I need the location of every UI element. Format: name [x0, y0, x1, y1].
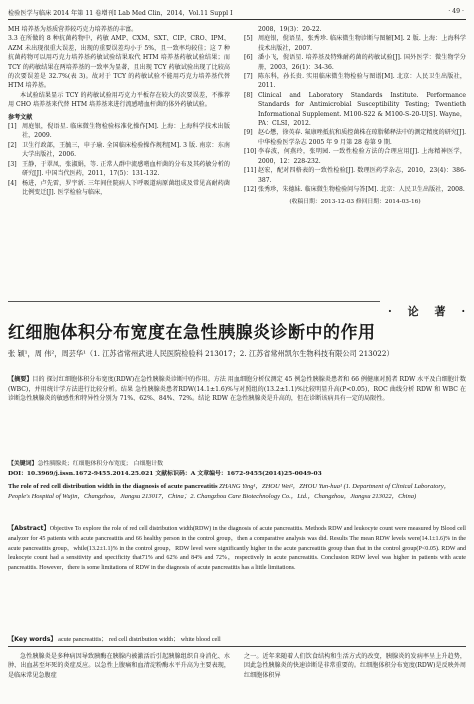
reference-text: 杨进，卢先雷，罗宇新. 三年间住院病人下呼吸道病原菌组成及常见高耐药菌比例变迁[J]. 医学检验与临床， [22, 179, 230, 196]
reference-text: 周庭银，倪语星. 临床微生物检验标准化操作[M]. 上海：上海科学技术出版社，2009. [22, 123, 230, 140]
english-title: The role of red cell distribution width in the diagnosis of acute pancreatitis [8, 483, 218, 490]
references-heading: 参考文献 [8, 113, 33, 121]
keywords-cn [8, 460, 466, 469]
abstract-label: 【摘要】 [8, 376, 33, 383]
reference-number: [10] [244, 148, 257, 156]
reference-item [244, 25, 466, 34]
reference-text: 卫生行政部，王毓三，申子瑜. 全国临床检验操作规程[M]. 3 版. 南京：东南大学出版社，2006. [22, 141, 230, 159]
text-paragraph: 3.3 在所做的 8 种抗菌药物中，药敏 AMP、CXM、SXT、CIP、CRO、IPM、AZM 未出现很重大误差，出现的重要误差均小于 5%，且一致率均较佳；这 7 种抗菌药物可以用巧克力培养基药敏试验结果取代 HTM 培养基药敏试验结果；而 TCY 的药敏结果在两培养基的一致率为显著，且出现 TCY 药敏试验出现了比较高的次要误差是 32.7%(表 3)。故对于 TCY 的药敏试验不能用巧克力培养基代替 HTM 培养基。 [8, 35, 230, 90]
reference-number: [1] [8, 123, 17, 131]
reference-item [244, 185, 466, 194]
running-header-left: 检验医学与临床 2014 年第 11 卷增刊Ⅰ Lab Med Clin，2014，Vol.11 Suppl Ⅰ [8, 10, 233, 17]
reference-number: [3] [8, 160, 17, 168]
abstract-cn [8, 375, 466, 404]
right-column [244, 25, 466, 208]
english-title-block [8, 482, 466, 501]
section-label: · 论 著 · [388, 305, 472, 318]
reference-item [244, 72, 466, 91]
reference-text: 张秀珍，朱德妹. 临床微生物检验问与答[M]. 北京：人民卫生出版社，2008. [258, 185, 465, 193]
reference-number [244, 25, 258, 34]
reference-item [244, 128, 466, 147]
reference-text: 赵心懋，徐英春. 氟康唑抵抗和质控菌株在琼脂稀释法中的测定精度的研究[J]. 中华检验医学杂志 2005 年 9 月第 28 卷第 9 期. [258, 129, 467, 146]
body-paragraph: 急性胰腺炎是多种病因导致胰酶在胰腺内被激活后引起胰腺组织自身消化、水肿、出血甚至坏死的炎症反应。以急性上腹痛和血清淀粉酶水平升高为主要表现，是临床常见急腹症 [8, 653, 230, 679]
reference-item [8, 122, 230, 141]
left-column [8, 25, 230, 197]
reference-text: 陈东科，孙长贵. 实用临床微生物检验与图谱[M]. 北京：人民卫生出版社，2011. [258, 73, 466, 90]
reference-number: [11] [244, 167, 257, 175]
body-paragraph: 之一。近年来随着人们饮食结构和生活方式的改变，胰腺炎的发病率呈上升趋势，因此急性胰腺炎的快速诊断是非常重要的。红细胞体积分布宽度(RDW)是反映外周红细胞体积异 [244, 653, 466, 679]
reference-number: [5] [244, 35, 253, 43]
reference-item [244, 34, 466, 53]
reference-item [8, 160, 230, 179]
body-left-column [8, 652, 230, 680]
body-right-column [244, 652, 466, 680]
abstract-rule [8, 646, 466, 647]
reference-number: [4] [8, 179, 17, 187]
reference-item [244, 91, 466, 129]
text-line: MH 培养基为基质营养较巧克力培养基的丰富。 [8, 26, 138, 33]
reference-text: 王静，于翠凤，张淑娟，等. 正常人群中流感嗜血杆菌的分布及其药敏分析的研究[J]. 中国当代医药，2011，17(5)：131-132. [22, 160, 230, 178]
authors-cn: 张 颖¹，周 伟²，周芸华¹（1. 江苏省常州武进人民医院检验科 213017；2. 江苏省常州凯尔生物科技有限公司 213022） [8, 349, 394, 358]
reference-text: 潘小飞，倪语星. 培养基及特殊耐药菌的药敏试验[J]. 国外医学：微生物学分册，2003，26(1)：34-36. [258, 54, 466, 71]
abstract-en-text: Objective To explore the role of red cell distribution width(RDW) in the diagnosis of acute pancreatitis. Methods RDW and leukocyte count were measured by Blood cell analyzer for 45 patients with acute pancreatitis and 66 healthy person in the control group，then a comparative analysis was did. Results The mean RDW levels were(14.1±1.6)% in the acute pancreatitis group，while(13.2±1.1)% in the control group，RDW level were significantly higher in the acute pancreatitis group than that in the control group(P<0.05). RDW and leukocyte count had a sensitivity and specificity that71% and 62% and 84% and 72%，respectively in acute pancreatitis. Conclusion RDW level was higher in patients with acute pancreatitis. However，there is some limitations of RDW in the diagnosis of acute pancreatitis has a little limitations. [8, 526, 466, 572]
reference-item [244, 53, 466, 72]
header-rule [8, 19, 466, 20]
keywords-en-label: 【Key words】 [8, 636, 57, 643]
received-date: (收稿日期：2013-12-03 修回日期：2014-03-16) [289, 199, 421, 206]
keywords-en-text: acute pancreatitis； red cell distribution width； white blood cell [58, 636, 221, 643]
english-authors: ZHANG Ying¹，ZHOU Wei²，ZHOU Yun-hua¹ (1. Department of Clinical Laboratory，People's Hospital of Wujin，Changzhou，Jiangsu 213017，China；2. Changzhou Care Biotechnology Co.，Ltd.，Changzhou，Jiangsu 213022，China) [8, 483, 451, 500]
abstract-en-label: 【Abstract】 [8, 525, 50, 532]
reference-text: 赵宏，配对四格表的一致性检验[J]. 数理医药学杂志，2010，23(4)：386-387. [258, 167, 466, 184]
keywords-label: 【关键词】 [8, 461, 38, 467]
page-number: · 49 · [448, 8, 464, 15]
reference-item [244, 147, 466, 166]
reference-text: 周庭银，倪语星，张秀珍. 临床微生物诊断与图解[M]. 2 版. 上海：上海科学技术出版社，2007. [258, 35, 466, 52]
reference-item [244, 166, 466, 185]
reference-number: [6] [244, 54, 253, 62]
reference-number: [8] [244, 91, 253, 99]
reference-item [8, 179, 230, 198]
section-divider [8, 301, 380, 302]
article-meta [8, 460, 466, 478]
keywords-text: 急性胰腺炎；红细胞体积分布宽度； 白细胞计数 [37, 461, 164, 467]
reference-item [8, 141, 230, 160]
abstract-en [8, 524, 466, 574]
article-title: 红细胞体积分布宽度在急性胰腺炎诊断中的作用 [8, 323, 376, 343]
reference-number: [9] [244, 129, 253, 137]
abstract-text: 目的 探讨红细胞体积分布宽度(RDW)在急性胰腺炎诊断中的作用。方法 用血细胞分析仪测定 45 例急性胰腺炎患者和 66 例健康对照者 RDW 水平及白细胞计数(WBC)，并用统计学方法进行比较分析。结果 急性胰腺炎患者RDW(14.1±1.6)%与对照组的(13.2±1.1)%比较明显升高(P<0.05)，ROC 曲线分析 RDW 和 WBC 在诊断急性胰腺炎的敏感性和特异性分别为 71%、62%、84%、72%。结论 RDW 在急性胰腺炎是升高的，但在诊断该病具有一定的局限性。 [8, 376, 467, 403]
reference-number: [2] [8, 141, 17, 149]
reference-text: 2008，19(3)：20-22. [258, 26, 322, 33]
reference-text: Clinical and Laboratory Standards Institute. Performance Standards for Antimicrobial Susceptibility Testing; Twentieth Informational Supplement. M100-S22 & M100-S-20-U[S]. Wayne，PA：CLSI，2012. [258, 91, 466, 128]
keywords-en [8, 634, 466, 643]
reference-number: [7] [244, 73, 253, 81]
text-paragraph: 本试验结果显示 TCY 的药敏试验用巧克力平板存在较大的次要误差，不推荐用 CHO 培养基来代替 HTM 培养基来进行流感嗜血杆菌的体外药敏试验。 [8, 91, 230, 109]
reference-text: 李春波，何燕玲，张明园. 一致性检验方法的合理应用[J]. 上海精神医学，2000，12：228-232. [258, 148, 466, 165]
reference-number: [12] [244, 185, 257, 193]
doi-line: DOI：10.3969/j.issn.1672-9455.2014.25.021 文献标识码：A 文章编号：1672-9455(2014)25-0049-03 [8, 470, 322, 477]
